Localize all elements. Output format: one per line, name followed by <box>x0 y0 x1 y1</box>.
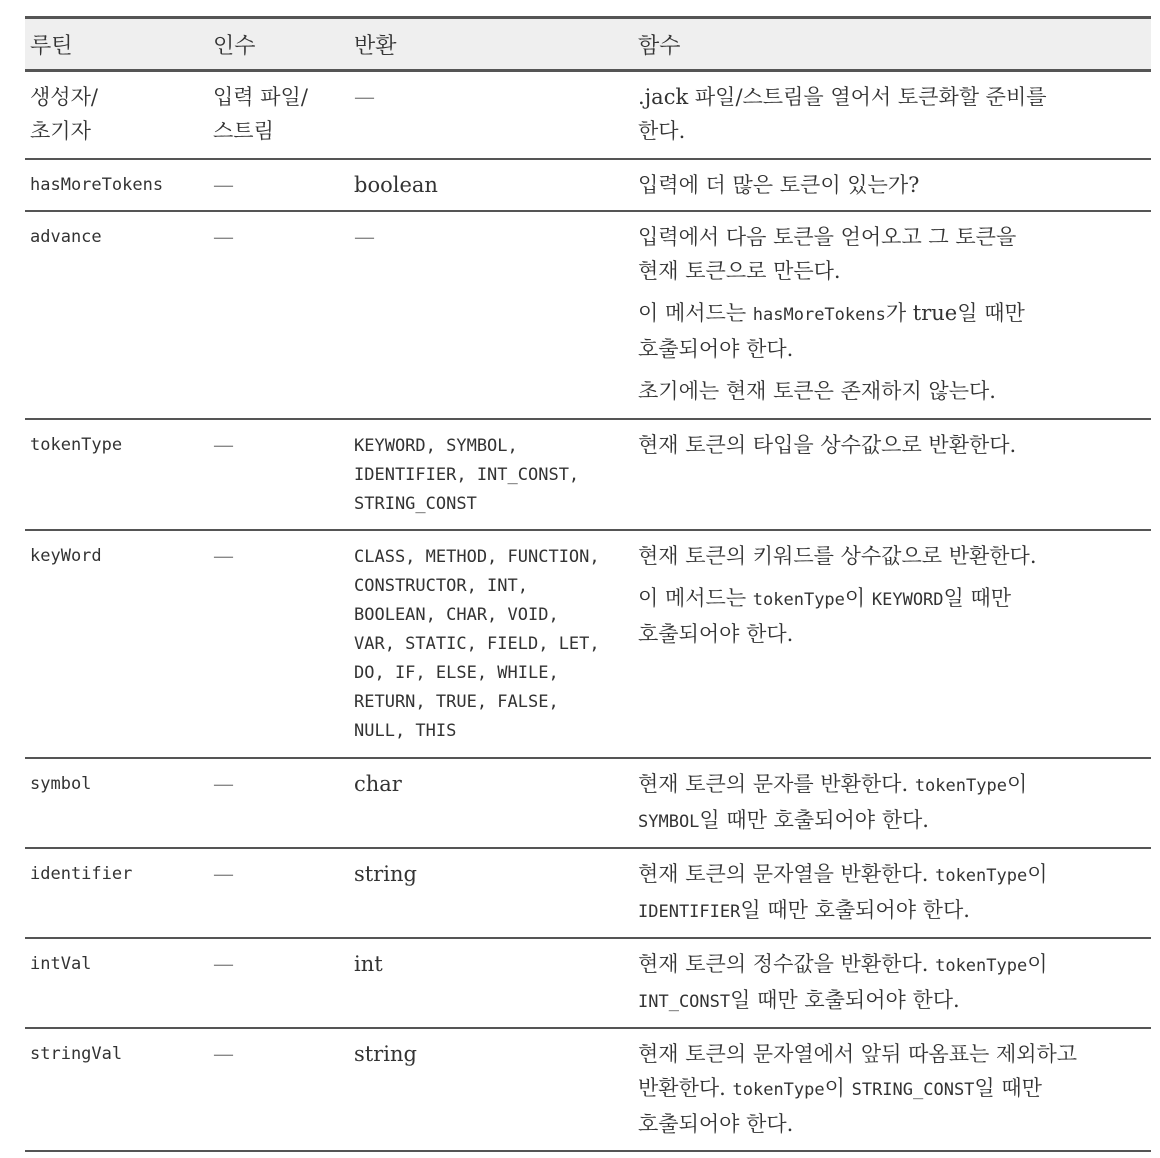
table-row <box>25 159 1151 211</box>
args-cell: — <box>213 861 234 886</box>
description-paragraph <box>638 857 1151 929</box>
description-paragraph <box>638 539 1151 573</box>
text: 일 때만 호출되어야 한다. <box>699 807 929 832</box>
code-text: tokenType <box>935 955 1028 976</box>
text: 현재 토큰의 키워드를 상수값으로 반환한다. <box>638 543 1037 568</box>
header-returns: 반환 <box>354 33 397 59</box>
args-cell: — <box>213 771 234 796</box>
description-cell <box>633 1028 1151 1151</box>
returns-cell: — <box>354 85 375 109</box>
code-text: STRING_CONST <box>851 1079 975 1100</box>
table-row <box>25 848 1151 938</box>
description-paragraph <box>638 1037 1151 1141</box>
code-text: tokenType <box>914 775 1007 796</box>
routine-cell: keyWord <box>30 545 102 566</box>
table-row <box>25 938 1151 1028</box>
code-text: KEYWORD <box>871 589 944 610</box>
text: .jack 파일/스트림을 열어서 토큰화할 준비를 한다. <box>638 85 1047 143</box>
description-paragraph <box>638 296 1151 366</box>
text: 입력에 더 많은 토큰이 있는가? <box>638 172 920 197</box>
description-paragraph <box>638 767 1151 839</box>
header-function: 함수 <box>638 33 681 59</box>
description-paragraph <box>638 80 1151 148</box>
returns-cell: — <box>354 224 375 249</box>
returns-cell: string <box>354 861 417 886</box>
description-paragraph <box>638 947 1151 1019</box>
routine-cell: symbol <box>30 773 92 794</box>
routine-cell: stringVal <box>30 1043 123 1064</box>
text: 일 때만 호출되어야 한다. <box>638 585 1012 646</box>
table-row <box>25 758 1151 848</box>
text: 현재 토큰의 타입을 상수값으로 반환한다. <box>638 432 1017 457</box>
text: 현재 토큰의 문자열에서 앞뒤 따옴표는 제외하고 반환한다. <box>638 1041 1078 1100</box>
description-cell <box>633 938 1151 1028</box>
returns-cell: boolean <box>354 172 438 197</box>
header-routine: 루틴 <box>30 33 73 59</box>
description-paragraph <box>638 428 1151 462</box>
args-cell: — <box>213 543 234 568</box>
text: 이 <box>824 1075 852 1100</box>
text: 초기에는 현재 토큰은 존재하지 않는다. <box>638 378 996 403</box>
header-row <box>25 18 1151 71</box>
routine-cell: advance <box>30 226 102 247</box>
table-row <box>25 211 1151 419</box>
code-text: tokenType <box>935 865 1028 886</box>
table-row <box>25 1028 1151 1151</box>
text: 일 때만 호출되어야 한다. <box>730 987 960 1012</box>
description-cell <box>633 848 1151 938</box>
text: 가 true일 때만 호출되어야 한다. <box>638 300 1025 361</box>
header-args: 인수 <box>213 33 256 59</box>
table-row <box>25 419 1151 530</box>
args-cell: — <box>213 1041 234 1066</box>
description-paragraph <box>638 581 1151 651</box>
routine-cell: hasMoreTokens <box>30 174 164 195</box>
description-cell <box>633 159 1151 211</box>
text: 이 <box>1027 861 1048 886</box>
text: 이 메서드는 <box>638 585 753 610</box>
api-table <box>25 16 1151 1152</box>
routine-cell: 생성자/ 초기자 <box>30 85 98 143</box>
description-paragraph <box>638 374 1151 408</box>
args-cell: — <box>213 951 234 976</box>
returns-cell: CLASS, METHOD, FUNCTION, CONSTRUCTOR, INT, BOOLEAN, CHAR, VOID, VAR, STATIC, FIELD, LET, DO, IF, ELSE, WHILE, RETURN, TRUE, FALSE, NULL, THIS <box>354 546 600 741</box>
description-cell <box>633 71 1151 159</box>
routine-cell: tokenType <box>30 434 123 455</box>
text: 입력에서 다음 토큰을 얻어오고 그 토큰을 현재 토큰으로 만든다. <box>638 224 1017 283</box>
table-row <box>25 530 1151 758</box>
text: 이 <box>844 585 872 610</box>
text: 일 때만 호출되어야 한다. <box>740 897 970 922</box>
description-cell <box>633 211 1151 419</box>
text: 이 <box>1027 951 1048 976</box>
args-cell: — <box>213 224 234 249</box>
text: 일 때만 호출되어야 한다. <box>638 1075 1042 1136</box>
text: 현재 토큰의 정수값을 반환한다. <box>638 951 936 976</box>
returns-cell: string <box>354 1041 417 1066</box>
description-paragraph <box>638 168 1151 202</box>
returns-cell: int <box>354 951 383 976</box>
args-cell: — <box>213 432 234 457</box>
code-text: INT_CONST <box>638 991 731 1012</box>
returns-cell: KEYWORD, SYMBOL, IDENTIFIER, INT_CONST, STRING_CONST <box>354 435 580 514</box>
args-cell: — <box>213 172 234 197</box>
text: 현재 토큰의 문자를 반환한다. <box>638 771 915 796</box>
description-cell <box>633 419 1151 530</box>
code-text: hasMoreTokens <box>752 304 886 325</box>
text: 이 메서드는 <box>638 300 753 325</box>
description-paragraph <box>638 220 1151 288</box>
code-text: tokenType <box>752 589 845 610</box>
text: 현재 토큰의 문자열을 반환한다. <box>638 861 936 886</box>
table-row <box>25 71 1151 159</box>
args-cell: 입력 파일/ 스트림 <box>213 85 308 143</box>
returns-cell: char <box>354 771 402 796</box>
code-text: IDENTIFIER <box>638 901 741 922</box>
code-text: SYMBOL <box>638 811 700 832</box>
routine-cell: identifier <box>30 863 133 884</box>
description-cell <box>633 530 1151 758</box>
text: 이 <box>1006 771 1028 796</box>
routine-cell: intVal <box>30 953 92 974</box>
description-cell <box>633 758 1151 848</box>
code-text: tokenType <box>732 1079 825 1100</box>
